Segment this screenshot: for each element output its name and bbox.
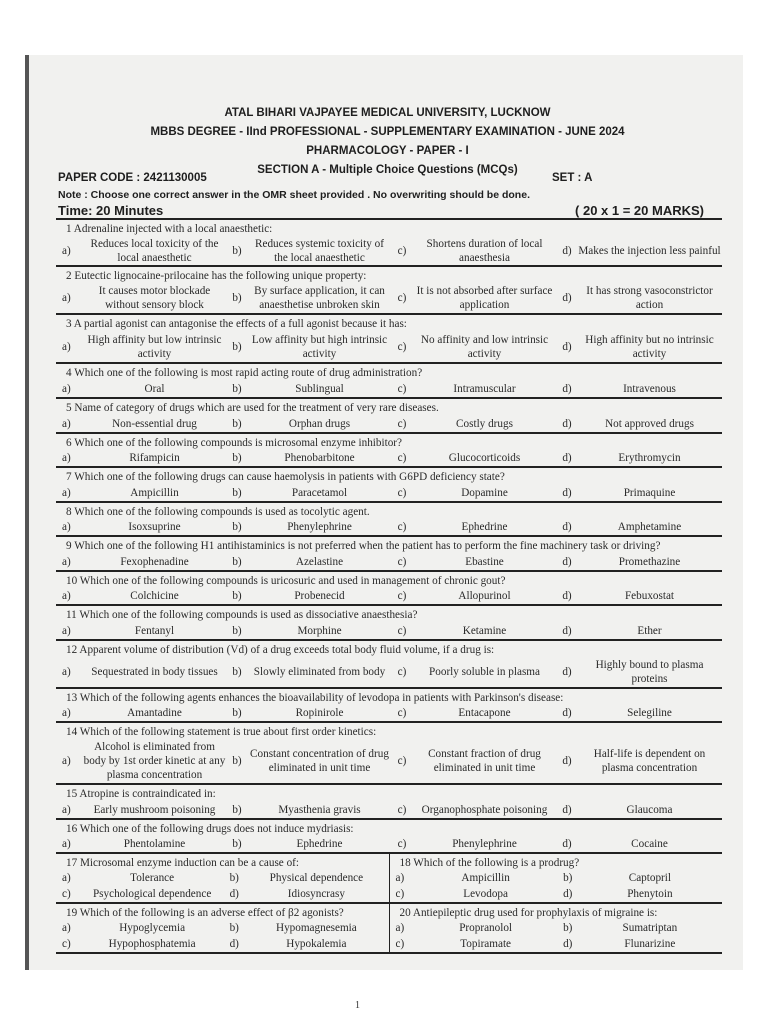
option-b-label: b) xyxy=(232,340,242,353)
option-d: Cocaine xyxy=(631,838,668,850)
paper-code-row xyxy=(58,172,718,184)
page-edge xyxy=(0,0,25,1024)
option-b: Probenecid xyxy=(294,590,345,602)
option-c-label: c) xyxy=(397,803,407,816)
options-row xyxy=(56,836,722,852)
option-c: Allopurinol xyxy=(458,590,511,602)
option-a: High affinity but low intrinsic activity xyxy=(87,333,222,360)
question-row xyxy=(56,399,722,434)
option-b-label: b) xyxy=(232,666,242,678)
question-number: 7 xyxy=(66,471,72,483)
options-row xyxy=(56,870,389,886)
option-a: Sequestrated in body tissues xyxy=(91,666,218,678)
option-d-label: d) xyxy=(229,938,239,950)
question-text xyxy=(56,267,722,283)
question-number: 10 xyxy=(66,575,78,587)
question-stem: Which one of the following compounds is used as tocolytic agent. xyxy=(74,506,370,518)
option-b-label: b) xyxy=(229,922,239,934)
option-a: Ampicillin xyxy=(461,872,510,884)
option-a-label: a) xyxy=(62,872,71,884)
question-number: 9 xyxy=(66,540,72,552)
option-c-label: c) xyxy=(397,590,407,602)
option-b-label: b) xyxy=(563,872,573,884)
question-stem: Which one of the following compounds is used as dissociative anaesthesia? xyxy=(79,609,418,621)
question-stem: Name of category of drugs which are used for the treatment of very rare diseases. xyxy=(74,402,439,414)
options-row xyxy=(56,484,722,501)
options-row xyxy=(56,657,722,687)
option-a-label: a) xyxy=(62,803,71,816)
option-b: Reduces systemic toxicity of the local anaesthetic xyxy=(255,237,384,264)
option-c: Ephedrine xyxy=(461,521,508,533)
option-a-label: a) xyxy=(62,590,71,602)
option-a-label: a) xyxy=(62,555,71,568)
question-text xyxy=(56,572,722,588)
option-c: Psychological dependence xyxy=(92,888,212,900)
question-number: 19 xyxy=(66,907,78,919)
question-row xyxy=(56,820,722,854)
option-b-label: b) xyxy=(232,417,242,430)
option-a-label: a) xyxy=(62,755,71,767)
option-a-label: a) xyxy=(62,486,71,499)
option-a: Reduces local toxicity of the local anaesthetic xyxy=(90,237,219,264)
question-row xyxy=(56,315,722,364)
question-text xyxy=(390,904,723,920)
option-c: Intramuscular xyxy=(453,382,516,395)
option-c-label: c) xyxy=(397,244,407,257)
question-text xyxy=(56,785,722,801)
option-c-label: c) xyxy=(62,888,71,900)
option-d-label: d) xyxy=(562,624,572,637)
option-d: Ether xyxy=(637,624,662,637)
option-b: Phenobarbitone xyxy=(284,452,355,464)
option-d-label: d) xyxy=(562,292,572,304)
options-row xyxy=(390,936,723,952)
option-d-label: d) xyxy=(562,452,572,464)
question-pair-row xyxy=(56,854,722,904)
note-text: Choose one correct answer in the OMR sheet provided . No overwriting should be done. xyxy=(87,189,530,201)
option-b-label: b) xyxy=(232,803,242,816)
option-c-label: c) xyxy=(397,486,407,499)
option-c-label: c) xyxy=(397,666,407,678)
question-text xyxy=(56,904,389,920)
option-a: Ampicillin xyxy=(130,486,179,499)
options-row xyxy=(56,236,722,265)
question-text xyxy=(56,399,722,415)
option-d-label: d) xyxy=(562,521,572,533)
option-d: Febuxostat xyxy=(624,590,675,602)
option-d: Idiosyncrasy xyxy=(287,888,345,900)
option-a: Hypoglycemia xyxy=(119,922,186,934)
option-c-label: c) xyxy=(397,707,407,719)
option-a-label: a) xyxy=(395,872,405,884)
question-text xyxy=(56,434,722,450)
option-a: Colchicine xyxy=(130,590,179,602)
set-label: SET : A xyxy=(552,172,593,184)
option-d-label: d) xyxy=(562,555,572,568)
option-c-label: c) xyxy=(397,292,407,304)
question-stem: Which of the following agents enhances the bioavailability of levodopa in patients with Parkinson's disease: xyxy=(79,692,564,704)
option-b: Phenylephrine xyxy=(287,521,352,533)
option-b-label: b) xyxy=(232,755,242,767)
note-label: Note : xyxy=(58,189,88,201)
option-a: Phentolamine xyxy=(123,838,186,850)
option-a: Propranolol xyxy=(459,922,513,934)
option-d-label: d) xyxy=(562,244,572,257)
option-c-label: c) xyxy=(395,888,405,900)
question-stem: Which one of the following compounds is microsomal enzyme inhibitor? xyxy=(74,437,402,449)
option-a: It causes motor blockade without sensory block xyxy=(98,285,211,311)
option-d-label: d) xyxy=(562,803,572,816)
option-b-label: b) xyxy=(232,452,242,464)
option-d: Highly bound to plasma proteins xyxy=(595,659,704,685)
options-row xyxy=(56,886,389,902)
option-d: High affinity but no intrinsic activity xyxy=(585,333,714,360)
option-c: Ketamine xyxy=(462,624,507,637)
option-d-label: d) xyxy=(562,340,572,353)
option-b: Ropinirole xyxy=(295,707,344,719)
question-row xyxy=(56,537,722,572)
option-b-label: b) xyxy=(232,838,242,850)
question-text xyxy=(56,641,722,657)
options-row xyxy=(56,920,389,936)
question-row xyxy=(56,723,722,785)
option-a: Amantadine xyxy=(127,707,182,719)
option-c: Costly drugs xyxy=(456,417,513,430)
option-b-label: b) xyxy=(232,624,242,637)
option-b: Azelastine xyxy=(295,555,344,568)
options-row xyxy=(56,936,389,952)
question-number: 11 xyxy=(66,609,77,621)
question-text xyxy=(390,854,723,870)
question-stem: Which of the following is an adverse effect of β2 agonists? xyxy=(79,907,344,919)
option-b-label: b) xyxy=(232,486,242,499)
option-c: Entacapone xyxy=(458,707,511,719)
question-stem: Which of the following statement is true about first order kinetics: xyxy=(79,726,377,738)
question-number: 4 xyxy=(66,367,72,379)
question-row xyxy=(56,468,722,503)
option-a-label: a) xyxy=(62,452,71,464)
question-stem: Which one of the following drugs does not induce mydriasis: xyxy=(79,823,354,835)
option-d: Not approved drugs xyxy=(605,417,694,430)
option-a: Isoxsuprine xyxy=(128,521,181,533)
options-row xyxy=(390,886,723,902)
option-c-label: c) xyxy=(397,521,407,533)
option-b-label: b) xyxy=(563,922,573,934)
option-c-label: c) xyxy=(397,340,407,353)
option-c-label: c) xyxy=(395,938,405,950)
option-d-label: d) xyxy=(562,707,572,719)
exam-title: MBBS DEGREE - IInd PROFESSIONAL - SUPPLEMENTARY EXAMINATION - JUNE 2024 xyxy=(150,126,625,138)
option-d-label: d) xyxy=(563,938,573,950)
question-left xyxy=(56,854,390,902)
option-b: Slowly eliminated from body xyxy=(253,666,386,678)
question-row xyxy=(56,606,722,641)
question-number: 13 xyxy=(66,692,78,704)
options-row xyxy=(56,331,722,362)
question-row xyxy=(56,434,722,468)
question-stem: Antiepileptic drug used for prophylaxis of migraine is: xyxy=(412,907,658,919)
option-d: Amphetamine xyxy=(617,521,682,533)
option-b: Ephedrine xyxy=(296,838,343,850)
options-row xyxy=(56,705,722,721)
question-row xyxy=(56,220,722,267)
question-number: 8 xyxy=(66,506,72,518)
option-d-label: d) xyxy=(562,417,572,430)
question-text xyxy=(56,364,722,380)
option-a: Fexophenadine xyxy=(120,555,189,568)
option-a-label: a) xyxy=(62,666,71,678)
question-stem: Adrenaline injected with a local anaesthetic: xyxy=(73,223,273,235)
question-table xyxy=(56,218,722,954)
question-stem: Which one of the following drugs can cause haemolysis in patients with G6PD deficiency state? xyxy=(74,471,505,483)
option-b: Orphan drugs xyxy=(288,417,351,430)
option-a: Rifampicin xyxy=(129,452,180,464)
option-c-label: c) xyxy=(397,755,407,767)
option-b: By surface application, it can anaesthetise unbroken skin xyxy=(254,285,385,311)
option-d-label: d) xyxy=(563,888,573,900)
option-c-label: c) xyxy=(397,838,407,850)
option-d-label: d) xyxy=(562,590,572,602)
option-c: No affinity and low intrinsic activity xyxy=(420,333,549,360)
option-a-label: a) xyxy=(62,417,71,430)
question-text xyxy=(56,468,722,484)
question-row xyxy=(56,267,722,315)
option-d: Glaucoma xyxy=(626,803,673,816)
question-right xyxy=(390,904,723,952)
option-a-label: a) xyxy=(62,340,71,353)
option-c: Poorly soluble in plasma xyxy=(429,666,540,678)
question-number: 1 xyxy=(66,223,72,235)
paper-code: PAPER CODE : 2421130005 xyxy=(58,172,207,184)
question-number: 16 xyxy=(66,823,78,835)
option-a-label: a) xyxy=(62,922,71,934)
question-number: 18 xyxy=(399,857,411,869)
instruction-note xyxy=(58,189,718,201)
question-number: 17 xyxy=(66,857,78,869)
question-row xyxy=(56,785,722,820)
question-row xyxy=(56,572,722,606)
option-d-label: d) xyxy=(562,382,572,395)
option-b: Sumatriptan xyxy=(622,922,678,934)
option-a-label: a) xyxy=(62,382,71,395)
option-d-label: d) xyxy=(562,838,572,850)
page-number: 1 xyxy=(355,1000,360,1011)
option-b-label: b) xyxy=(232,590,242,602)
option-b-label: b) xyxy=(232,555,242,568)
question-number: 5 xyxy=(66,402,72,414)
option-c: Levodopa xyxy=(463,888,508,900)
time-limit: Time: 20 Minutes xyxy=(58,203,164,218)
option-b-label: b) xyxy=(232,244,242,257)
option-c: Glucocorticoids xyxy=(448,452,521,464)
option-d: Primaquine xyxy=(623,486,676,499)
options-row xyxy=(56,519,722,535)
option-d-label: d) xyxy=(229,888,239,900)
option-a: Early mushroom poisoning xyxy=(93,803,216,816)
question-left xyxy=(56,904,390,952)
option-d: Erythromycin xyxy=(618,452,681,464)
option-b: Morphine xyxy=(297,624,342,637)
option-b: Low affinity but high intrinsic activity xyxy=(251,333,388,360)
options-row xyxy=(390,920,723,936)
question-number: 20 xyxy=(399,907,411,919)
question-stem: Atropine is contraindicated in: xyxy=(79,788,216,800)
sheet-left-edge xyxy=(25,55,29,970)
question-text xyxy=(56,689,722,705)
option-b: Sublingual xyxy=(295,382,344,395)
question-row xyxy=(56,364,722,399)
option-c-label: c) xyxy=(397,624,407,637)
question-stem: A partial agonist can antagonise the effects of a full agonist because it has: xyxy=(73,318,407,330)
question-text xyxy=(56,220,722,236)
options-row xyxy=(56,739,722,783)
question-stem: Microsomal enzyme induction can be a cause of: xyxy=(79,857,299,869)
option-a: Tolerance xyxy=(130,872,175,884)
option-a: Non-essential drug xyxy=(112,417,197,430)
question-stem: Apparent volume of distribution (Vd) of a drug exceeds total body fluid volume, if a drug is: xyxy=(79,644,495,656)
question-stem: Which one of the following H1 antihistaminics is not preferred when the patient has to perform the fine machinery task or driving? xyxy=(74,540,661,552)
option-c: Hypophosphatemia xyxy=(108,938,196,950)
option-a: Oral xyxy=(144,382,165,395)
options-row xyxy=(56,415,722,432)
option-b: Constant concentration of drug eliminated in unit time xyxy=(250,748,389,774)
option-a-label: a) xyxy=(62,521,71,533)
option-b: Paracetamol xyxy=(291,486,348,499)
option-c: Dopamine xyxy=(461,486,508,499)
paper-title: PHARMACOLOGY - PAPER - I xyxy=(306,145,469,157)
option-a-label: a) xyxy=(62,244,71,257)
option-d: Intravenous xyxy=(623,382,676,395)
options-row xyxy=(56,553,722,570)
option-a-label: a) xyxy=(62,292,71,304)
option-b-label: b) xyxy=(232,292,242,304)
option-c-label: c) xyxy=(397,382,407,395)
option-d-label: d) xyxy=(562,666,572,678)
question-text xyxy=(56,537,722,553)
option-b-label: b) xyxy=(229,872,239,884)
question-stem: Eutectic lignocaine-prilocaine has the following unique property: xyxy=(74,270,367,282)
question-right xyxy=(390,854,723,902)
option-a: Fentanyl xyxy=(134,624,175,637)
options-row xyxy=(56,283,722,313)
option-b: Physical dependence xyxy=(269,872,364,884)
question-number: 12 xyxy=(66,644,78,656)
option-d: Selegiline xyxy=(627,707,672,719)
option-b-label: b) xyxy=(232,707,242,719)
question-stem: Which of the following is a prodrug? xyxy=(413,857,580,869)
question-text xyxy=(56,315,722,331)
option-c: Shortens duration of local anaesthesia xyxy=(426,237,543,264)
question-row xyxy=(56,503,722,537)
question-pair-row xyxy=(56,904,722,954)
question-number: 15 xyxy=(66,788,78,800)
question-row xyxy=(56,689,722,723)
option-b: Hypomagnesemia xyxy=(275,922,357,934)
option-b: Myasthenia gravis xyxy=(278,803,361,816)
option-d: Promethazine xyxy=(618,555,681,568)
option-c: It is not absorbed after surface application xyxy=(416,285,553,311)
question-text xyxy=(56,820,722,836)
question-text xyxy=(56,854,389,870)
option-d: Hypokalemia xyxy=(286,938,347,950)
option-d: It has strong vasoconstrictor action xyxy=(586,285,713,311)
option-b-label: b) xyxy=(232,521,242,533)
options-row xyxy=(56,622,722,639)
option-c-label: c) xyxy=(397,452,407,464)
option-a-label: a) xyxy=(62,838,71,850)
question-row xyxy=(56,641,722,689)
option-c-label: c) xyxy=(62,938,71,950)
question-number: 2 xyxy=(66,270,72,282)
option-c: Phenylephrine xyxy=(452,838,517,850)
option-a: Alcohol is eliminated from body by 1st order kinetic at any plasma concentration xyxy=(83,741,226,781)
option-c: Organophosphate poisoning xyxy=(421,803,548,816)
question-number: 3 xyxy=(66,318,72,330)
option-d: Flunarizine xyxy=(624,938,676,950)
option-d-label: d) xyxy=(562,755,572,767)
options-row xyxy=(56,801,722,818)
option-a-label: a) xyxy=(395,922,405,934)
question-text xyxy=(56,503,722,519)
question-text xyxy=(56,606,722,622)
options-row xyxy=(390,870,723,886)
options-row xyxy=(56,380,722,397)
option-c-label: c) xyxy=(397,555,407,568)
options-row xyxy=(56,588,722,604)
section-title: SECTION A - Multiple Choice Questions (MCQs) xyxy=(257,164,518,176)
option-b: Captopril xyxy=(628,872,671,884)
question-stem: Which one of the following is most rapid acting route of drug administration? xyxy=(74,367,423,379)
option-b-label: b) xyxy=(232,382,242,395)
total-marks: ( 20 x 1 = 20 MARKS) xyxy=(575,203,704,218)
university-name: ATAL BIHARI VAJPAYEE MEDICAL UNIVERSITY, LUCKNOW xyxy=(224,107,551,119)
option-d: Makes the injection less painful xyxy=(578,244,721,257)
options-row xyxy=(56,450,722,466)
option-a-label: a) xyxy=(62,707,71,719)
option-c: Constant fraction of drug eliminated in unit time xyxy=(428,748,541,774)
option-d-label: d) xyxy=(562,486,572,499)
option-c: Topiramate xyxy=(460,938,512,950)
question-number: 6 xyxy=(66,437,72,449)
option-a-label: a) xyxy=(62,624,71,637)
question-stem: Which one of the following compounds is uricosuric and used in management of chronic gout? xyxy=(79,575,506,587)
exam-header xyxy=(55,104,720,180)
option-c-label: c) xyxy=(397,417,407,430)
question-number: 14 xyxy=(66,726,78,738)
option-d: Phenytoin xyxy=(627,888,673,900)
question-text xyxy=(56,723,722,739)
option-d: Half-life is dependent on plasma concentration xyxy=(593,748,706,774)
option-c: Ebastine xyxy=(465,555,504,568)
